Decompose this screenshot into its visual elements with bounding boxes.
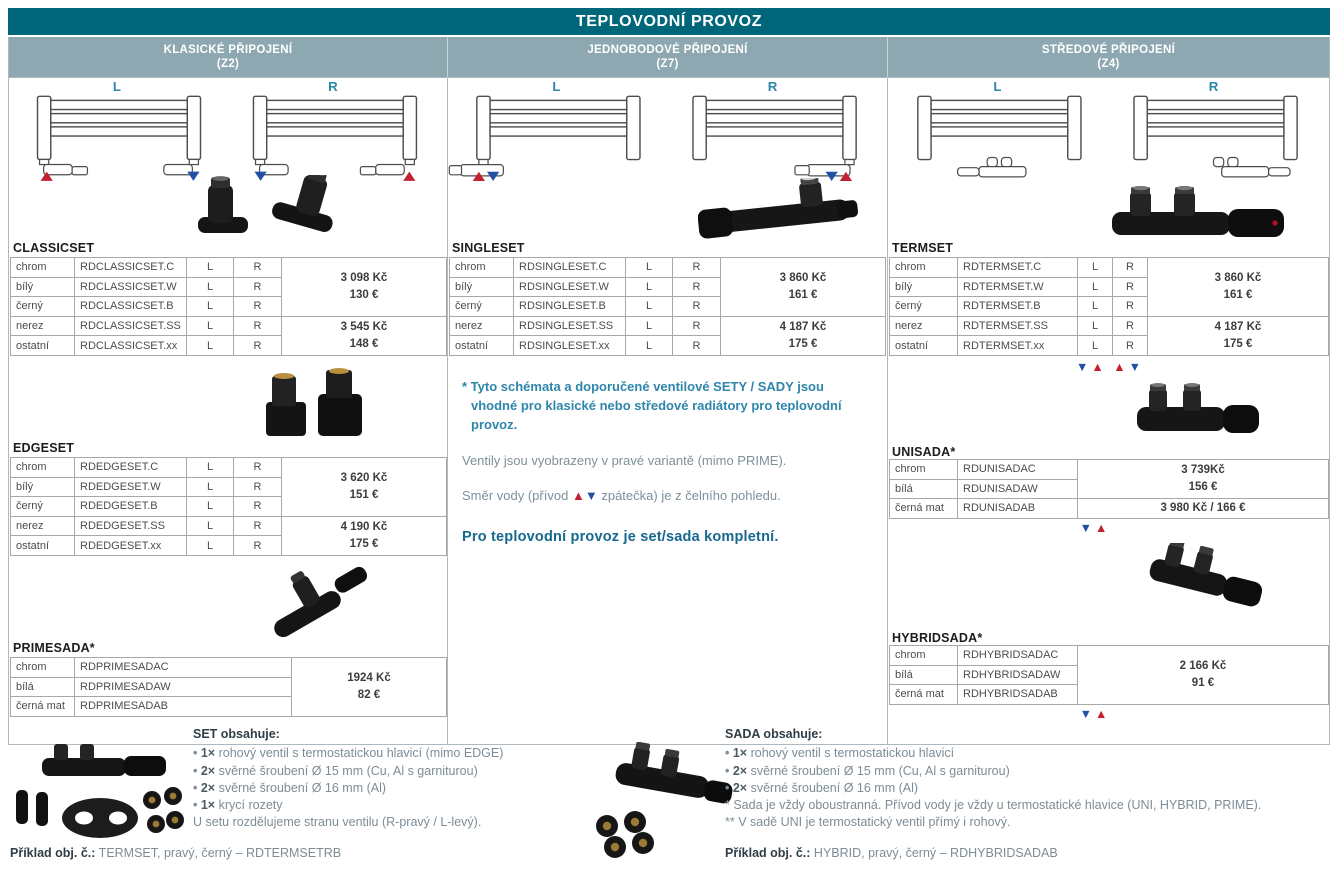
list-item — [193, 797, 593, 814]
price-cell — [1148, 316, 1329, 355]
price-cell — [282, 258, 447, 317]
left-variant-cell: L — [187, 497, 234, 517]
price-eur: 175 € — [1223, 337, 1253, 350]
right-variant-cell: R — [234, 277, 282, 297]
set-contents-heading: SET obsahuje: — [193, 727, 280, 741]
item-qty: 1× — [200, 798, 216, 812]
right-variant-cell: R — [673, 336, 721, 356]
left-variant-cell: L — [187, 297, 234, 317]
column-z4 — [888, 37, 1330, 745]
right-variant-cell: R — [1113, 258, 1148, 278]
column-z4-body — [888, 78, 1329, 744]
code-cell: RDEDGESET.SS — [75, 516, 187, 536]
code-cell: RDTERMSET.xx — [958, 336, 1078, 356]
code-cell: RDUNISADAC — [958, 460, 1078, 480]
finish-cell: ostatní — [890, 336, 958, 356]
singleset-product-photo — [698, 178, 860, 240]
hybridsada-title: HYBRIDSADA* — [892, 631, 983, 645]
code-cell: RDEDGESET.C — [75, 458, 187, 478]
column-z2-title: KLASICKÉ PŘIPOJENÍ — [163, 44, 293, 56]
sada-order-example — [725, 846, 1058, 860]
primesada-product-photo — [265, 560, 373, 638]
code-cell: RDEDGESET.xx — [75, 536, 187, 556]
price-cell — [1148, 258, 1329, 317]
code-cell: RDPRIMESADAW — [75, 677, 292, 697]
supply-arrow-icon: ▲ — [1095, 707, 1111, 721]
set-order-example — [10, 846, 341, 860]
sada-note-2: ** V sadě UNI je termostatický ventil přímý i rohový. — [725, 815, 1011, 830]
left-variant-cell: L — [187, 516, 234, 536]
code-cell: RDCLASSICSET.W — [75, 277, 187, 297]
price-eur: 130 € — [349, 288, 379, 301]
left-variant-cell: L — [187, 277, 234, 297]
code-cell: RDUNISADAB — [958, 499, 1078, 519]
table-row — [11, 458, 447, 478]
classicset-product-photo — [194, 175, 344, 239]
finish-cell: chrom — [890, 646, 958, 666]
code-cell: RDCLASSICSET.C — [75, 258, 187, 278]
primesada-title: PRIMESADA* — [13, 641, 95, 655]
set-contents-photo — [12, 744, 184, 848]
table-row — [890, 499, 1329, 519]
diagram-left-label: L — [552, 80, 561, 95]
right-variant-cell: R — [234, 536, 282, 556]
item-text: svěrné šroubení Ø 15 mm (Cu, Al s garniturou) — [747, 763, 1010, 778]
table-row — [11, 316, 447, 336]
price-cell — [721, 316, 886, 355]
left-variant-cell: L — [187, 458, 234, 478]
item-qty: 2× — [732, 763, 748, 778]
table-row — [890, 646, 1329, 666]
note-sets-suitability: * Tyto schémata a doporučené ventilové SETY / SADY jsou vhodné pro klasické nebo středové radiátory pro teplovodní provoz. — [462, 379, 842, 432]
list-item — [193, 745, 593, 762]
code-cell: RDTERMSET.W — [958, 277, 1078, 297]
table-row — [450, 258, 886, 278]
return-arrow-icon: ▼ — [584, 488, 598, 504]
return-arrow-icon: ▼ — [1079, 707, 1095, 721]
hybridsada-flow-arrows — [1035, 707, 1155, 721]
classicset-title: CLASSICSET — [13, 241, 95, 255]
item-text: rohový ventil s termostatickou hlavicí (mimo EDGE) — [215, 746, 504, 761]
sada-contents-heading: SADA obsahuje: — [725, 727, 823, 741]
item-qty: 2× — [200, 780, 216, 795]
item-qty: 2× — [200, 763, 216, 778]
left-variant-cell: L — [1078, 277, 1113, 297]
diagram-right-label: R — [767, 80, 778, 95]
code-cell: RDCLASSICSET.xx — [75, 336, 187, 356]
right-variant-cell: R — [1113, 297, 1148, 317]
table-row — [11, 516, 447, 536]
price-eur: 161 € — [1223, 288, 1253, 301]
diagram-right-label: R — [1208, 80, 1219, 95]
left-variant-cell: L — [626, 316, 673, 336]
price-kc: 3 620 Kč — [340, 472, 388, 485]
supply-arrow-icon — [403, 172, 415, 181]
supply-arrow-icon: ▲ — [1091, 360, 1107, 374]
right-variant-cell: R — [234, 497, 282, 517]
finish-cell: chrom — [11, 658, 75, 678]
item-text: svěrné šroubení Ø 16 mm (Al) — [215, 780, 387, 795]
finish-cell: nerez — [11, 316, 75, 336]
item-text: svěrné šroubení Ø 15 mm (Cu, Al s garniturou) — [215, 763, 478, 778]
list-item — [193, 763, 593, 780]
finish-cell: nerez — [450, 316, 514, 336]
right-variant-cell: R — [673, 297, 721, 317]
code-cell: RDPRIMESADAC — [75, 658, 292, 678]
edgeset-title: EDGESET — [13, 441, 75, 455]
unisada-flow-arrows — [1035, 521, 1155, 535]
price-cell — [282, 458, 447, 517]
table-row — [890, 258, 1329, 278]
list-item — [725, 780, 1335, 797]
price-kc: 3 098 Kč — [340, 272, 388, 285]
code-cell: RDTERMSET.C — [958, 258, 1078, 278]
column-z4-header — [887, 37, 1329, 78]
code-cell: RDTERMSET.SS — [958, 316, 1078, 336]
item-qty: 2× — [732, 780, 748, 795]
supply-arrow-icon: ▲ — [1095, 521, 1111, 535]
left-variant-cell: L — [187, 258, 234, 278]
finish-cell: bílý — [11, 477, 75, 497]
finish-cell: bílá — [890, 665, 958, 685]
singleset-title: SINGLESET — [452, 241, 525, 255]
price-eur: 175 € — [349, 537, 379, 550]
price-eur: 148 € — [349, 337, 379, 350]
set-contents-block — [193, 726, 593, 832]
price-cell — [721, 258, 886, 317]
right-variant-cell: R — [234, 316, 282, 336]
column-z2-body — [9, 78, 447, 744]
z7-connection-diagram — [448, 80, 887, 184]
diagram-right-label: R — [328, 80, 338, 95]
finish-cell: černý — [11, 497, 75, 517]
left-variant-cell: L — [1078, 336, 1113, 356]
termset-title: TERMSET — [892, 241, 954, 255]
code-cell: RDHYBRIDSADAW — [958, 665, 1078, 685]
list-item — [725, 745, 1335, 762]
left-variant-cell: L — [626, 297, 673, 317]
sada-note-1: * Sada je vždy oboustranná. Přívod vody je vždy u termostatické hlavice (UNI, HYBRID, PRIME). — [725, 798, 1262, 812]
right-variant-cell: R — [673, 258, 721, 278]
finish-cell: chrom — [450, 258, 514, 278]
right-variant-cell: R — [234, 258, 282, 278]
code-cell: RDTERMSET.B — [958, 297, 1078, 317]
right-variant-cell: R — [234, 297, 282, 317]
classicset-table — [10, 257, 447, 356]
finish-cell: bílá — [11, 677, 75, 697]
price-kc: 1924 Kč — [347, 672, 391, 685]
finish-cell: bílý — [890, 277, 958, 297]
price-cell — [1078, 646, 1329, 705]
price-kc: 4 190 Kč — [340, 521, 388, 534]
termset-product-photo — [1110, 186, 1288, 242]
finish-cell: bílý — [450, 277, 514, 297]
hybridsada-table — [889, 645, 1329, 705]
column-z7-code: (Z7) — [656, 58, 679, 70]
unisada-title: UNISADA* — [892, 445, 956, 459]
price-kc: 2 166 Kč — [1179, 660, 1227, 673]
edgeset-product-photo — [262, 368, 367, 442]
price-cell — [1078, 460, 1329, 499]
column-z4-title: STŘEDOVÉ PŘIPOJENÍ — [1041, 44, 1176, 56]
finish-cell: chrom — [11, 258, 75, 278]
item-text: krycí rozety — [215, 798, 283, 812]
left-variant-cell: L — [1078, 258, 1113, 278]
item-qty: 1× — [200, 746, 216, 761]
code-cell: RDHYBRIDSADAC — [958, 646, 1078, 666]
code-cell: RDSINGLESET.C — [514, 258, 626, 278]
code-cell: RDSINGLESET.SS — [514, 316, 626, 336]
example-value: TERMSET, pravý, černý – RDTERMSETRB — [95, 846, 342, 860]
price-kc: 3 860 Kč — [1214, 272, 1262, 285]
unisada-table — [889, 459, 1329, 519]
code-cell: RDSINGLESET.xx — [514, 336, 626, 356]
price-eur: 175 € — [788, 337, 818, 350]
column-z7-body — [448, 78, 887, 744]
code-cell: RDUNISADAW — [958, 479, 1078, 499]
code-cell: RDEDGESET.W — [75, 477, 187, 497]
set-side-note: U setu rozdělujeme stranu ventilu (R-pravý / L-levý). — [193, 815, 482, 830]
supply-arrow-icon: ▲ — [1113, 360, 1129, 374]
price-cell — [282, 516, 447, 555]
price-eur: 91 € — [1191, 676, 1215, 689]
return-arrow-icon: ▼ — [1079, 521, 1095, 535]
z4-connection-diagram — [888, 80, 1329, 184]
right-variant-cell: R — [1113, 316, 1148, 336]
finish-cell: černá mat — [11, 697, 75, 717]
list-item — [193, 780, 593, 797]
finish-cell: černý — [890, 297, 958, 317]
price-kc: 3 545 Kč — [340, 321, 388, 334]
example-label: Příklad obj. č.: — [725, 846, 811, 860]
price-eur: 161 € — [788, 288, 818, 301]
code-cell: RDCLASSICSET.SS — [75, 316, 187, 336]
diagram-left-label: L — [993, 80, 1002, 95]
finish-cell: černý — [11, 297, 75, 317]
table-row — [11, 658, 447, 678]
return-arrow-icon: ▼ — [1128, 360, 1144, 374]
notes-block — [462, 378, 872, 548]
finish-cell: chrom — [890, 258, 958, 278]
finish-cell: chrom — [890, 460, 958, 480]
sada-contents-photo — [585, 742, 733, 860]
finish-cell: chrom — [11, 458, 75, 478]
finish-cell: nerez — [890, 316, 958, 336]
finish-cell: ostatní — [11, 336, 75, 356]
price-cell — [282, 316, 447, 355]
column-z2-header — [9, 37, 447, 78]
table-row — [890, 316, 1329, 336]
list-item — [725, 763, 1335, 780]
page-title: TEPLOVODNÍ PROVOZ — [8, 8, 1330, 35]
primesada-table — [10, 657, 447, 717]
left-variant-cell: L — [1078, 316, 1113, 336]
finish-cell: černá mat — [890, 499, 958, 519]
item-text: rohový ventil s termostatickou hlavicí — [747, 746, 955, 761]
return-arrow-icon: ▼ — [1076, 360, 1092, 374]
diagram-left-label: L — [112, 80, 122, 95]
price-eur: 82 € — [357, 688, 381, 701]
code-cell: RDSINGLESET.W — [514, 277, 626, 297]
note-water-direction: Směr vody (přívod ▲▼ zpátečka) je z čelního pohledu. — [462, 488, 781, 504]
finish-cell: ostatní — [450, 336, 514, 356]
right-variant-cell: R — [673, 277, 721, 297]
right-variant-cell: R — [1113, 336, 1148, 356]
right-variant-cell: R — [234, 516, 282, 536]
note-valve-variant: Ventily jsou vyobrazeny v pravé variantě (mimo PRIME). — [462, 452, 787, 468]
left-variant-cell: L — [626, 336, 673, 356]
termset-flow-arrows — [1050, 360, 1170, 374]
finish-cell: bílý — [11, 277, 75, 297]
left-variant-cell: L — [626, 277, 673, 297]
item-text: svěrné šroubení Ø 16 mm (Al) — [747, 780, 919, 795]
left-variant-cell: L — [187, 336, 234, 356]
price-cell — [292, 658, 447, 717]
code-cell: RDPRIMESADAB — [75, 697, 292, 717]
finish-cell: černá mat — [890, 685, 958, 705]
price-kc: 3 739Kč — [1181, 464, 1225, 477]
finish-cell: černý — [450, 297, 514, 317]
right-variant-cell: R — [673, 316, 721, 336]
code-cell: RDEDGESET.B — [75, 497, 187, 517]
right-variant-cell: R — [1113, 277, 1148, 297]
left-variant-cell: L — [1078, 297, 1113, 317]
column-z2-code: (Z2) — [216, 58, 240, 70]
column-z7-title: JEDNOBODOVÉ PŘIPOJENÍ — [587, 44, 748, 56]
supply-arrow-icon: ▲ — [571, 488, 585, 504]
left-variant-cell: L — [187, 316, 234, 336]
column-z7-header — [447, 37, 887, 78]
edgeset-table — [10, 457, 447, 556]
finish-cell: nerez — [11, 516, 75, 536]
price-cell: 3 980 Kč / 166 € — [1078, 499, 1329, 519]
price-eur: 151 € — [349, 488, 379, 501]
example-label: Příklad obj. č.: — [10, 846, 96, 860]
table-row — [11, 258, 447, 278]
termset-table — [889, 257, 1329, 356]
note-set-complete: Pro teplovodní provoz je set/sada kompletní. — [462, 529, 779, 546]
sada-contents-block — [725, 726, 1335, 832]
column-z4-code: (Z4) — [1097, 58, 1120, 70]
code-cell: RDHYBRIDSADAB — [958, 685, 1078, 705]
price-eur: 156 € — [1188, 481, 1218, 494]
code-cell: RDCLASSICSET.B — [75, 297, 187, 317]
finish-cell: bílá — [890, 479, 958, 499]
example-value: HYBRID, pravý, černý – RDHYBRIDSADAB — [810, 846, 1058, 860]
price-kc: 4 187 Kč — [1214, 321, 1262, 334]
code-cell: RDSINGLESET.B — [514, 297, 626, 317]
column-z2 — [8, 37, 448, 745]
unisada-product-photo — [1135, 383, 1261, 441]
column-z7 — [448, 37, 888, 745]
columns-container — [8, 37, 1330, 745]
finish-cell: ostatní — [11, 536, 75, 556]
price-kc: 3 860 Kč — [779, 272, 827, 285]
right-variant-cell: R — [234, 336, 282, 356]
right-variant-cell: R — [234, 477, 282, 497]
hybridsada-product-photo — [1146, 543, 1266, 628]
table-row — [450, 316, 886, 336]
item-qty: 1× — [732, 746, 748, 761]
z2-connection-diagram — [9, 80, 447, 184]
left-variant-cell: L — [626, 258, 673, 278]
right-variant-cell: R — [234, 458, 282, 478]
price-kc: 4 187 Kč — [779, 321, 827, 334]
singleset-table — [449, 257, 886, 356]
left-variant-cell: L — [187, 536, 234, 556]
table-row — [890, 460, 1329, 480]
left-variant-cell: L — [187, 477, 234, 497]
